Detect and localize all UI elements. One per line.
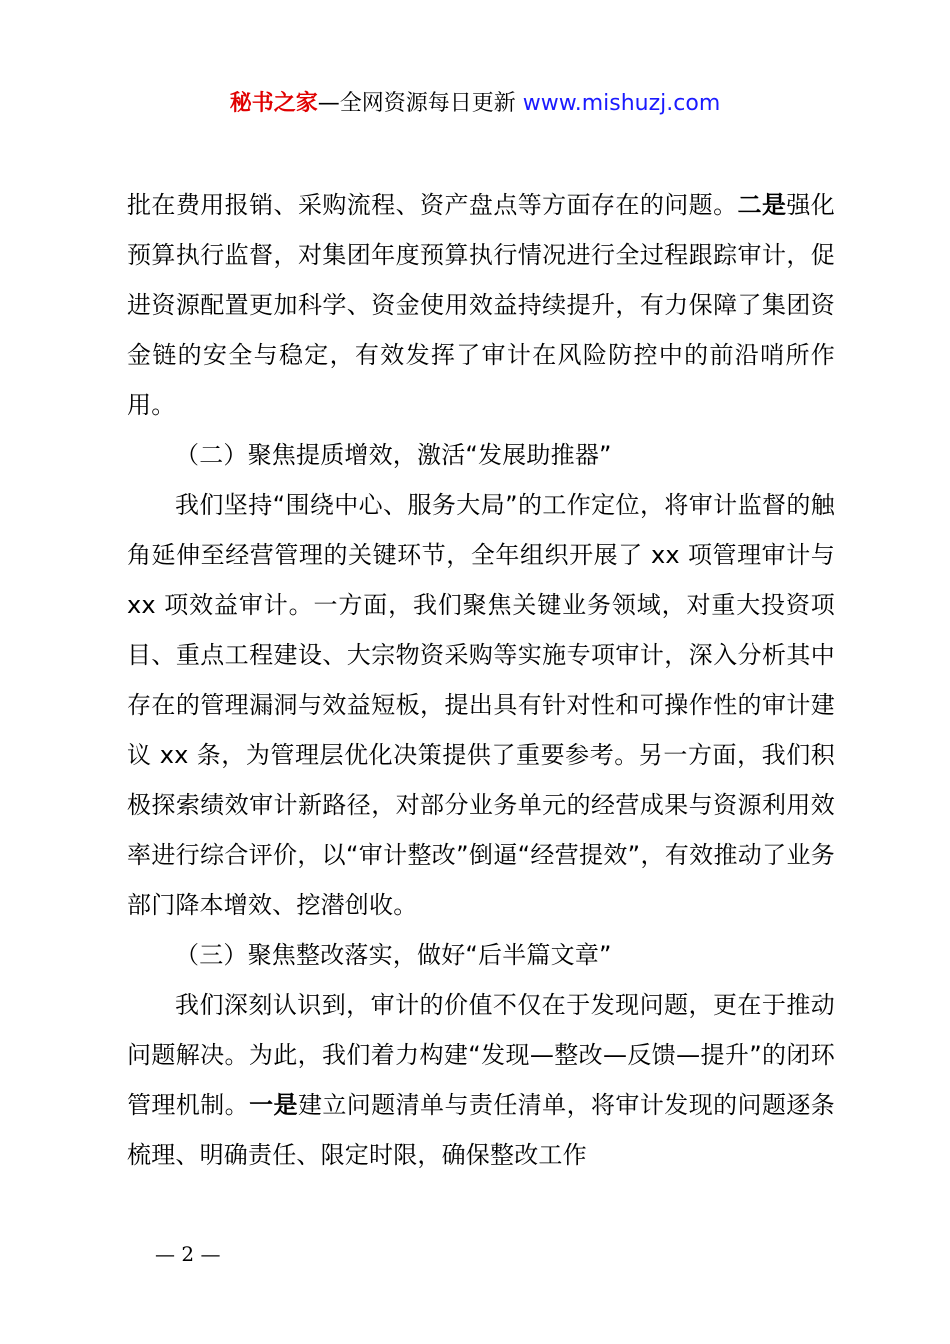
header-tagline: —全网资源每日更新: [317, 91, 523, 116]
paragraph-text: 我们深刻认识到，审计的价值不仅在于发现问题，更在于推动问题解决。为此，我们着力构建“发现—整改—反馈—提升”的闭环管理机制。: [127, 991, 835, 1119]
paragraph-text: 强化预算执行监督，对集团年度预算执行情况进行全过程跟踪审计，促进资源配置更加科学、资金使用效益持续提升，有力保障了集团资金链的安全与稳定，有效发挥了审计在风险防控中的前沿哨所作用。: [127, 191, 835, 419]
paragraph-continued: [127, 180, 835, 430]
bold-lead: 二是: [737, 191, 787, 219]
header-url[interactable]: www.mishuzj.com: [522, 91, 721, 116]
page-header: [0, 88, 950, 120]
paragraph-text: 建立问题清单与责任清单，将审计发现的问题逐条梳理、明确责任、限定时限，确保整改工作: [127, 1091, 835, 1169]
paragraph-text: 批在费用报销、采购流程、资产盘点等方面存在的问题。: [127, 191, 738, 219]
section-heading-3: （三）聚焦整改落实，做好“后半篇文章”: [175, 941, 612, 969]
paragraph-2: 我们坚持“围绕中心、服务大局”的工作定位，将审计监督的触角延伸至经营管理的关键环节，全年组织开展了 xx 项管理审计与 xx 项效益审计。一方面，我们聚焦关键业务领域，对重大投资项目、重点工程建设、大宗物资采购等实施专项审计，深入分析其中存在的管理漏洞与效益短板，提出具有针对性和可操作性的审计建议 xx 条，为管理层优化决策提供了重要参考。另一方面，我们积极探索绩效审计新路径，对部分业务单元的经营成果与资源利用效率进行综合评价，以“审计整改”倒逼“经营提效”，有效推动了业务部门降本增效、挖潜创收。: [127, 491, 835, 919]
bold-lead: 一是: [249, 1091, 298, 1119]
brand-name: 秘书之家: [229, 91, 318, 116]
document-body: [127, 180, 835, 1180]
page-number: — 2 —: [155, 1242, 221, 1266]
section-heading-2: （二）聚焦提质增效，激活“发展助推器”: [175, 441, 612, 469]
paragraph-3: [127, 980, 835, 1180]
